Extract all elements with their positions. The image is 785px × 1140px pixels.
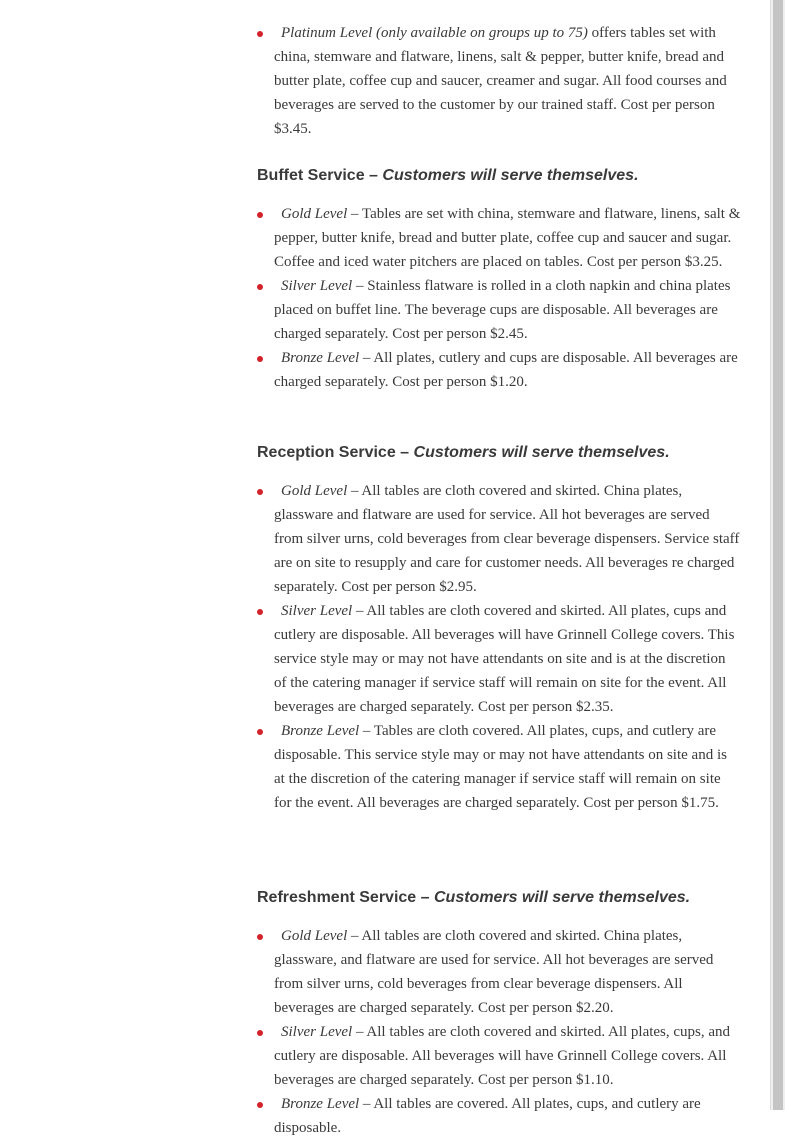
level-name: Bronze Level xyxy=(281,350,360,366)
level-name: Silver Level xyxy=(281,1024,353,1040)
vertical-scrollbar[interactable] xyxy=(770,0,785,1110)
list-item-bronze xyxy=(257,1092,741,1140)
bullet-icon xyxy=(257,489,263,495)
list-item-gold xyxy=(257,924,741,1020)
item-list xyxy=(257,479,741,815)
list-item-bronze xyxy=(257,346,741,394)
heading-subtitle: Customers will serve themselves. xyxy=(382,167,639,184)
list-item-silver xyxy=(257,599,741,719)
list-item-bronze xyxy=(257,719,741,815)
level-description: offers tables set with china, stemware and flatware, linens, salt & pepper, butter knife, bread and butter plate, coffee cup and saucer, creamer and sugar. All food courses and beverages are served to the customer by our trained staff. Cost per person $3.45. xyxy=(274,25,727,137)
section-heading xyxy=(257,441,741,465)
level-name: Silver Level – xyxy=(281,278,364,294)
section-heading xyxy=(257,164,741,188)
bullet-icon xyxy=(257,729,263,735)
level-description: Tables are set with china, stemware and flatware, linens, salt & pepper, butter knife, bread and butter plate, coffee cup and saucer and sugar. Coffee and iced water pitchers are placed on tables. Cost per person $3.25. xyxy=(274,206,741,270)
bullet-icon xyxy=(257,31,263,37)
bullet-icon xyxy=(257,1102,263,1108)
level-name: Silver Level xyxy=(281,603,353,619)
level-description: Stainless flatware is rolled in a cloth napkin and china plates placed on buffet line. The beverage cups are disposable. All beverages are charged separately. Cost per person $2.45. xyxy=(274,278,731,342)
bullet-icon xyxy=(257,934,263,940)
level-description: – All tables are cloth covered and skirted. All plates, cups, and cutlery are disposable. All beverages will have Grinnell College covers. All beverages are charged separately. Cost per person $1.10. xyxy=(274,1024,731,1088)
level-description: – All tables are cloth covered and skirted. All plates, cups and cutlery are disposable. All beverages will have Grinnell College covers. This service style may or may not have attendants on site and is at the discretion of the catering manager if service staff will remain on site for the event. All beverages are charged separately. Cost per person $2.35. xyxy=(274,603,735,715)
list-item-silver xyxy=(257,274,741,346)
level-name: Gold Level xyxy=(281,483,348,499)
level-description: – All tables are cloth covered and skirted. China plates, glassware, and flatware are used for service. All hot beverages are served from silver urns, cold beverages from clear beverage dispensers. All beverages are charged separately. Cost per person $2.20. xyxy=(274,928,714,1016)
list-item-silver xyxy=(257,1020,741,1092)
bullet-icon xyxy=(257,212,263,218)
level-name: Bronze Level xyxy=(281,723,360,739)
heading-title: Buffet Service – xyxy=(257,167,383,184)
heading-title: Reception Service – xyxy=(257,444,414,461)
list-item-gold xyxy=(257,479,741,599)
bullet-icon xyxy=(257,284,263,290)
section-reception-service xyxy=(257,441,741,815)
item-list xyxy=(257,21,741,141)
level-name: Gold Level – xyxy=(281,206,359,222)
bullet-icon xyxy=(257,1030,263,1036)
section-refreshment-service xyxy=(257,886,741,1140)
item-list xyxy=(257,202,741,394)
heading-subtitle: Customers will serve themselves. xyxy=(433,889,691,906)
level-name: Platinum Level (only available on groups up to 75) xyxy=(281,25,588,41)
section-table-service xyxy=(257,21,741,141)
section-buffet-service xyxy=(257,164,741,394)
level-description: – All tables are covered. All plates, cups, and cutlery are disposable. xyxy=(274,1096,701,1136)
heading-subtitle: Customers will serve themselves. xyxy=(413,444,670,461)
bullet-icon xyxy=(257,609,263,615)
level-description: – Tables are cloth covered. All plates, cups, and cutlery are disposable. This service style may or may not have attendants on site and is at the discretion of the catering manager if service staff will remain on site for the event. All beverages are charged separately. Cost per person $1.75. xyxy=(274,723,727,811)
level-description: – All tables are cloth covered and skirted. China plates, glassware and flatware are used for service. All hot beverages are served from silver urns, cold beverages from clear beverage dispensers. Service staff are on site to resupply and care for customer needs. All beverages re charged separately. Cost per person $2.95. xyxy=(274,483,740,595)
item-list xyxy=(257,924,741,1140)
section-heading xyxy=(257,886,741,910)
list-item-gold xyxy=(257,202,741,274)
heading-title: Refreshment Service – xyxy=(257,889,434,906)
list-item-platinum xyxy=(257,21,741,141)
bullet-icon xyxy=(257,356,263,362)
level-name: Gold Level xyxy=(281,928,348,944)
scrollbar-thumb[interactable] xyxy=(773,0,783,1110)
level-name: Bronze Level xyxy=(281,1096,360,1112)
level-description: – All plates, cutlery and cups are disposable. All beverages are charged separately. Cost per person $1.20. xyxy=(274,350,738,390)
